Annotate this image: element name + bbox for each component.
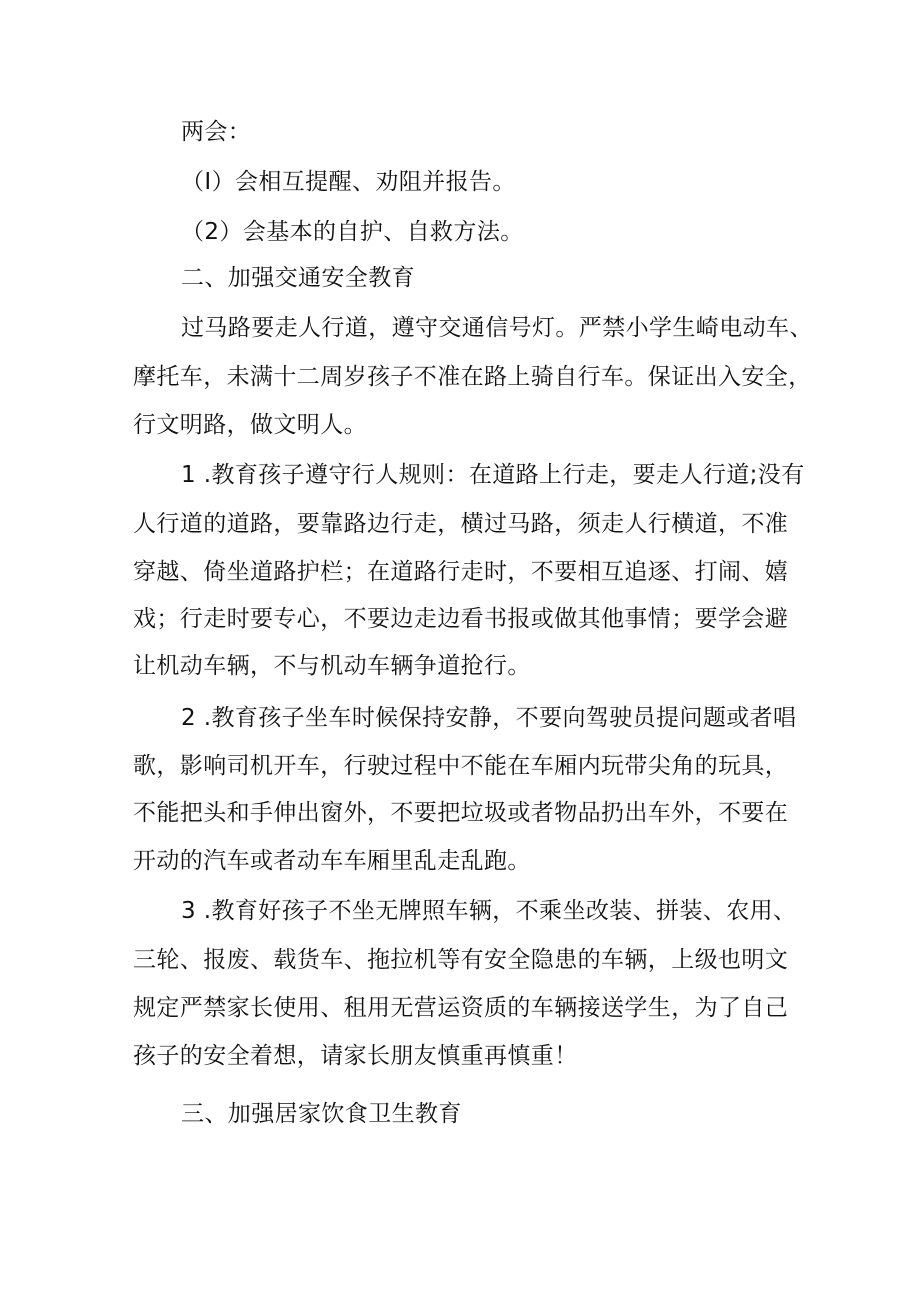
text-line-11: 戏；行走时要专心，不要边走边看书报或做其他事情；要学会避 bbox=[133, 606, 789, 632]
text-line-19: 规定严禁家长使用、租用无营运资质的车辆接送学生，为了自己 bbox=[133, 995, 789, 1021]
text-line-1: 两会： bbox=[181, 119, 252, 145]
text-line-12: 让机动车辆，不与机动车辆争道抢行。 bbox=[133, 653, 531, 679]
text-line-14: 歌，影响司机开车，行驶过程中不能在车厢内玩带尖角的玩具， bbox=[133, 753, 789, 779]
text-line-9: 人行道的道路，要靠路边行走，横过马路，须走人行横道，不准 bbox=[133, 511, 789, 537]
text-line-16: 开动的汽车或者动车车厢里乱走乱跑。 bbox=[133, 848, 531, 874]
section-heading-3: 三、加强居家饮食卫生教育 bbox=[181, 1101, 462, 1127]
text-line-17: 3 .教育好孩子不坐无牌照车辆，不乘坐改装、拼装、农用、 bbox=[181, 898, 797, 924]
text-line-7: 行文明路，做文明人。 bbox=[133, 412, 367, 438]
text-line-18: 三轮、报废、载货车、拖拉机等有安全隐患的车辆，上级也明文 bbox=[133, 947, 789, 973]
text-line-13: 2 .教育孩子坐车时候保持安静，不要向驾驶员提问题或者唱 bbox=[181, 705, 797, 731]
text-line-5: 过马路要走人行道，遵守交通信号灯。严禁小学生崎电动车、 bbox=[181, 315, 813, 341]
text-line-15: 不能把头和手伸出窗外，不要把垃圾或者物品扔出车外，不要在 bbox=[133, 800, 789, 826]
text-line-10: 穿越、倚坐道路护栏；在道路行走时，不要相互追逐、打闹、嬉 bbox=[133, 559, 789, 585]
text-line-8: 1 .教育孩子遵守行人规则：在道路上行走，要走人行道;没有 bbox=[181, 462, 805, 488]
text-line-2: （I）会相互提醒、劝阻并报告。 bbox=[181, 169, 516, 195]
text-line-6: 摩托车，未满十二周岁孩子不准在路上骑自行车。保证出入安全， bbox=[133, 364, 812, 390]
text-line-20: 孩子的安全着想，请家长朋友慎重再慎重！ bbox=[133, 1043, 578, 1069]
section-heading-2: 二、加强交通安全教育 bbox=[181, 265, 415, 291]
text-line-3: （2）会基本的自护、自救方法。 bbox=[181, 219, 524, 245]
